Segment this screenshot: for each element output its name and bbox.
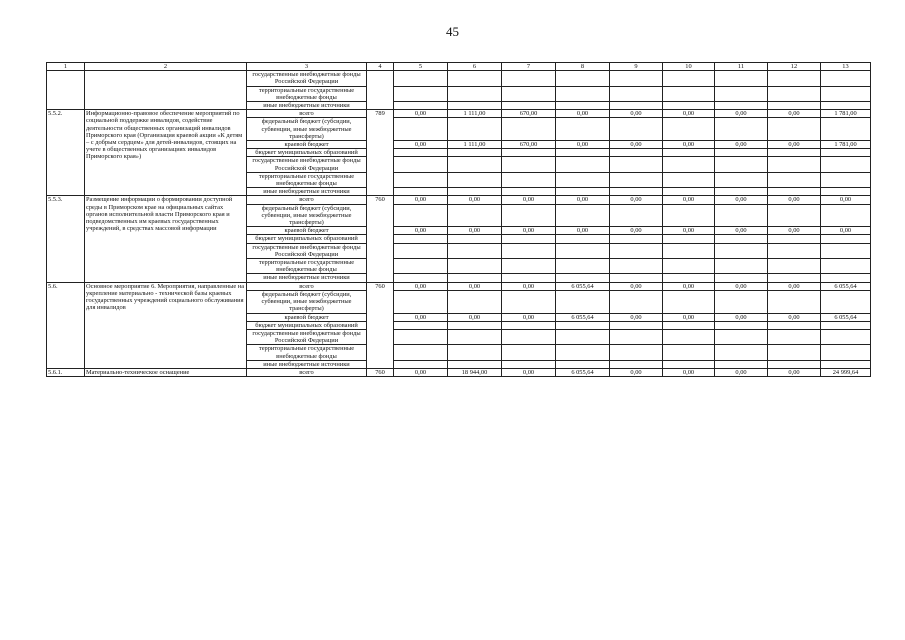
value-cell bbox=[448, 345, 502, 360]
funding-source-cell: бюджет муниципальных образований bbox=[247, 149, 367, 157]
value-cell bbox=[556, 360, 610, 368]
value-cell: 0,00 bbox=[768, 227, 821, 235]
value-cell bbox=[448, 71, 502, 86]
value-cell: 0,00 bbox=[502, 282, 556, 290]
value-cell bbox=[715, 149, 768, 157]
value-cell: 0,00 bbox=[663, 368, 715, 376]
value-cell bbox=[715, 188, 768, 196]
value-cell: 18 944,00 bbox=[448, 368, 502, 376]
value-cell: 0,00 bbox=[768, 282, 821, 290]
value-cell bbox=[448, 188, 502, 196]
value-cell bbox=[663, 71, 715, 86]
value-cell bbox=[394, 157, 448, 172]
value-cell: 0,00 bbox=[715, 368, 768, 376]
value-cell bbox=[502, 329, 556, 344]
value-cell bbox=[556, 235, 610, 243]
value-cell bbox=[715, 157, 768, 172]
value-cell bbox=[768, 321, 821, 329]
value-cell bbox=[502, 290, 556, 313]
value-cell: 1 781,00 bbox=[821, 110, 871, 118]
value-cell bbox=[448, 149, 502, 157]
value-cell bbox=[821, 345, 871, 360]
value-cell bbox=[610, 321, 663, 329]
item-id-cell: 5.6. bbox=[47, 282, 85, 368]
value-cell bbox=[768, 157, 821, 172]
value-cell bbox=[394, 172, 448, 187]
value-cell bbox=[715, 71, 768, 86]
value-cell bbox=[556, 118, 610, 141]
value-cell bbox=[715, 345, 768, 360]
value-cell: 0,00 bbox=[610, 141, 663, 149]
funding-source-cell: краевой бюджет bbox=[247, 141, 367, 149]
value-cell bbox=[768, 71, 821, 86]
col-header: 6 bbox=[448, 63, 502, 71]
item-id-cell bbox=[47, 71, 85, 110]
value-cell bbox=[394, 243, 448, 258]
value-cell bbox=[768, 118, 821, 141]
value-cell bbox=[394, 321, 448, 329]
value-cell bbox=[663, 243, 715, 258]
value-cell bbox=[556, 157, 610, 172]
value-cell bbox=[715, 172, 768, 187]
budget-table bbox=[46, 62, 871, 377]
value-cell bbox=[821, 157, 871, 172]
value-cell bbox=[663, 329, 715, 344]
value-cell: 0,00 bbox=[715, 313, 768, 321]
value-cell bbox=[821, 118, 871, 141]
value-cell bbox=[448, 102, 502, 110]
value-cell: 0,00 bbox=[663, 227, 715, 235]
value-cell bbox=[502, 204, 556, 227]
value-cell bbox=[768, 259, 821, 274]
value-cell: 0,00 bbox=[502, 368, 556, 376]
value-cell bbox=[768, 243, 821, 258]
value-cell bbox=[502, 102, 556, 110]
value-cell bbox=[821, 102, 871, 110]
value-cell bbox=[610, 204, 663, 227]
value-cell bbox=[394, 235, 448, 243]
value-cell bbox=[502, 188, 556, 196]
value-cell bbox=[610, 71, 663, 86]
funding-source-cell: территориальные государственные внебюджетные фонды bbox=[247, 259, 367, 274]
value-cell bbox=[502, 86, 556, 101]
value-cell bbox=[610, 329, 663, 344]
value-cell bbox=[448, 321, 502, 329]
value-cell bbox=[663, 102, 715, 110]
value-cell: 0,00 bbox=[663, 282, 715, 290]
value-cell: 0,00 bbox=[610, 227, 663, 235]
value-cell: 670,00 bbox=[502, 110, 556, 118]
value-cell bbox=[394, 86, 448, 101]
code-cell: 760 bbox=[367, 282, 394, 368]
funding-source-cell: федеральный бюджет (субсидии, субвенции, иные межбюджетные трансферты) bbox=[247, 204, 367, 227]
funding-source-cell: краевой бюджет bbox=[247, 313, 367, 321]
value-cell: 6 055,64 bbox=[556, 368, 610, 376]
value-cell: 6 055,64 bbox=[556, 313, 610, 321]
funding-source-cell: территориальные государственные внебюджетные фонды bbox=[247, 86, 367, 101]
value-cell bbox=[394, 345, 448, 360]
value-cell: 0,00 bbox=[394, 227, 448, 235]
value-cell bbox=[448, 86, 502, 101]
value-cell: 0,00 bbox=[394, 110, 448, 118]
value-cell bbox=[715, 329, 768, 344]
value-cell bbox=[715, 243, 768, 258]
value-cell: 6 055,64 bbox=[821, 282, 871, 290]
value-cell bbox=[502, 360, 556, 368]
column-number-row bbox=[47, 63, 871, 71]
funding-source-cell: всего bbox=[247, 282, 367, 290]
value-cell bbox=[663, 290, 715, 313]
value-cell bbox=[610, 102, 663, 110]
value-cell bbox=[715, 274, 768, 282]
value-cell bbox=[768, 172, 821, 187]
value-cell bbox=[715, 204, 768, 227]
value-cell: 0,00 bbox=[663, 110, 715, 118]
funding-source-cell: государственные внебюджетные фонды Российской Федерации bbox=[247, 71, 367, 86]
item-name-cell: Материально-техническое оснащение bbox=[85, 368, 247, 376]
value-cell bbox=[663, 86, 715, 101]
value-cell: 0,00 bbox=[610, 282, 663, 290]
value-cell bbox=[610, 188, 663, 196]
value-cell bbox=[502, 149, 556, 157]
col-header: 5 bbox=[394, 63, 448, 71]
value-cell bbox=[610, 172, 663, 187]
value-cell: 1 111,00 bbox=[448, 141, 502, 149]
value-cell bbox=[715, 321, 768, 329]
value-cell: 0,00 bbox=[610, 110, 663, 118]
value-cell bbox=[768, 188, 821, 196]
value-cell bbox=[663, 345, 715, 360]
table-row bbox=[47, 71, 871, 86]
col-header: 12 bbox=[768, 63, 821, 71]
value-cell bbox=[556, 321, 610, 329]
table-body bbox=[47, 71, 871, 377]
value-cell bbox=[394, 71, 448, 86]
value-cell: 0,00 bbox=[715, 227, 768, 235]
value-cell: 0,00 bbox=[448, 282, 502, 290]
value-cell bbox=[394, 102, 448, 110]
funding-source-cell: иные внебюджетные источники bbox=[247, 360, 367, 368]
value-cell bbox=[768, 149, 821, 157]
funding-source-cell: государственные внебюджетные фонды Российской Федерации bbox=[247, 157, 367, 172]
value-cell bbox=[502, 321, 556, 329]
value-cell bbox=[821, 204, 871, 227]
value-cell bbox=[610, 118, 663, 141]
value-cell bbox=[821, 235, 871, 243]
value-cell bbox=[663, 149, 715, 157]
value-cell bbox=[715, 102, 768, 110]
funding-source-cell: всего bbox=[247, 368, 367, 376]
table-row bbox=[47, 368, 871, 376]
value-cell: 1 111,00 bbox=[448, 110, 502, 118]
funding-source-cell: иные внебюджетные источники bbox=[247, 102, 367, 110]
value-cell: 0,00 bbox=[556, 110, 610, 118]
value-cell bbox=[821, 86, 871, 101]
value-cell bbox=[610, 149, 663, 157]
value-cell: 6 055,64 bbox=[556, 282, 610, 290]
col-header: 1 bbox=[47, 63, 85, 71]
funding-source-cell: бюджет муниципальных образований bbox=[247, 321, 367, 329]
value-cell: 24 999,64 bbox=[821, 368, 871, 376]
funding-source-cell: бюджет муниципальных образований bbox=[247, 235, 367, 243]
value-cell bbox=[556, 243, 610, 258]
funding-source-cell: государственные внебюджетные фонды Российской Федерации bbox=[247, 243, 367, 258]
value-cell bbox=[556, 274, 610, 282]
value-cell: 670,00 bbox=[502, 141, 556, 149]
value-cell bbox=[394, 118, 448, 141]
col-header: 11 bbox=[715, 63, 768, 71]
value-cell: 0,00 bbox=[663, 141, 715, 149]
value-cell bbox=[556, 172, 610, 187]
value-cell: 0,00 bbox=[821, 227, 871, 235]
col-header: 9 bbox=[610, 63, 663, 71]
value-cell bbox=[556, 71, 610, 86]
value-cell: 0,00 bbox=[715, 141, 768, 149]
value-cell bbox=[663, 172, 715, 187]
value-cell bbox=[768, 204, 821, 227]
value-cell: 0,00 bbox=[448, 196, 502, 204]
value-cell bbox=[556, 86, 610, 101]
value-cell: 0,00 bbox=[556, 227, 610, 235]
value-cell: 0,00 bbox=[610, 368, 663, 376]
value-cell bbox=[448, 259, 502, 274]
value-cell bbox=[768, 360, 821, 368]
value-cell: 0,00 bbox=[394, 282, 448, 290]
col-header: 3 bbox=[247, 63, 367, 71]
code-cell: 760 bbox=[367, 368, 394, 376]
value-cell bbox=[502, 274, 556, 282]
value-cell bbox=[502, 259, 556, 274]
value-cell: 6 055,64 bbox=[821, 313, 871, 321]
value-cell bbox=[663, 157, 715, 172]
funding-source-cell: территориальные государственные внебюджетные фонды bbox=[247, 172, 367, 187]
value-cell bbox=[556, 329, 610, 344]
value-cell bbox=[821, 149, 871, 157]
item-id-cell: 5.5.3. bbox=[47, 196, 85, 282]
value-cell bbox=[610, 274, 663, 282]
value-cell bbox=[610, 290, 663, 313]
value-cell bbox=[448, 172, 502, 187]
value-cell bbox=[610, 345, 663, 360]
value-cell: 0,00 bbox=[715, 196, 768, 204]
value-cell bbox=[502, 118, 556, 141]
value-cell: 0,00 bbox=[394, 313, 448, 321]
value-cell bbox=[610, 243, 663, 258]
code-cell bbox=[367, 71, 394, 110]
value-cell: 0,00 bbox=[502, 227, 556, 235]
value-cell bbox=[821, 274, 871, 282]
value-cell: 0,00 bbox=[610, 196, 663, 204]
item-name-cell: Информационно-правовое обеспечение мероприятий по социальной поддержке инвалидов, содействие деятельности общественных организаций инвалидов Приморского края (Организация краевой акции «К детям – с добрым сердцем» для детей-инвалидов, стоящих на учете в общественных организациях инвалидов Приморского края») bbox=[85, 110, 247, 196]
value-cell bbox=[663, 259, 715, 274]
col-header: 13 bbox=[821, 63, 871, 71]
col-header: 4 bbox=[367, 63, 394, 71]
value-cell: 0,00 bbox=[394, 141, 448, 149]
value-cell: 0,00 bbox=[768, 141, 821, 149]
value-cell bbox=[502, 157, 556, 172]
item-name-cell: Основное мероприятие 6. Мероприятия, направленные на укрепление материально - технической базы краевых государственных учреждений социального обслуживания для инвалидов bbox=[85, 282, 247, 368]
value-cell bbox=[821, 172, 871, 187]
funding-source-cell: государственные внебюджетные фонды Российской Федерации bbox=[247, 329, 367, 344]
value-cell bbox=[394, 360, 448, 368]
value-cell bbox=[821, 188, 871, 196]
value-cell bbox=[448, 243, 502, 258]
value-cell bbox=[768, 290, 821, 313]
value-cell bbox=[394, 290, 448, 313]
funding-source-cell: иные внебюджетные источники bbox=[247, 188, 367, 196]
funding-source-cell: иные внебюджетные источники bbox=[247, 274, 367, 282]
value-cell bbox=[663, 274, 715, 282]
value-cell bbox=[394, 188, 448, 196]
value-cell bbox=[610, 157, 663, 172]
col-header: 7 bbox=[502, 63, 556, 71]
value-cell bbox=[394, 259, 448, 274]
value-cell: 0,00 bbox=[768, 368, 821, 376]
value-cell bbox=[821, 329, 871, 344]
value-cell bbox=[448, 157, 502, 172]
funding-source-cell: всего bbox=[247, 110, 367, 118]
value-cell: 0,00 bbox=[768, 313, 821, 321]
col-header: 2 bbox=[85, 63, 247, 71]
value-cell bbox=[448, 235, 502, 243]
funding-source-cell: федеральный бюджет (субсидии, субвенции, иные межбюджетные трансферты) bbox=[247, 118, 367, 141]
value-cell bbox=[448, 118, 502, 141]
value-cell bbox=[502, 345, 556, 360]
value-cell: 0,00 bbox=[394, 368, 448, 376]
value-cell: 0,00 bbox=[556, 141, 610, 149]
item-id-cell: 5.6.1. bbox=[47, 368, 85, 376]
value-cell bbox=[394, 274, 448, 282]
value-cell bbox=[768, 345, 821, 360]
value-cell: 0,00 bbox=[448, 227, 502, 235]
value-cell bbox=[610, 259, 663, 274]
value-cell: 0,00 bbox=[768, 110, 821, 118]
value-cell bbox=[502, 172, 556, 187]
value-cell bbox=[448, 204, 502, 227]
value-cell bbox=[556, 149, 610, 157]
value-cell: 0,00 bbox=[663, 313, 715, 321]
table-row bbox=[47, 110, 871, 118]
value-cell bbox=[715, 290, 768, 313]
value-cell bbox=[715, 360, 768, 368]
value-cell bbox=[821, 71, 871, 86]
funding-source-cell: территориальные государственные внебюджетные фонды bbox=[247, 345, 367, 360]
funding-source-cell: краевой бюджет bbox=[247, 227, 367, 235]
value-cell bbox=[663, 188, 715, 196]
col-header: 8 bbox=[556, 63, 610, 71]
value-cell bbox=[502, 71, 556, 86]
value-cell bbox=[556, 259, 610, 274]
funding-source-cell: всего bbox=[247, 196, 367, 204]
value-cell bbox=[715, 235, 768, 243]
table-row bbox=[47, 282, 871, 290]
page-number: 45 bbox=[446, 24, 459, 39]
value-cell bbox=[821, 243, 871, 258]
value-cell bbox=[502, 243, 556, 258]
value-cell bbox=[715, 259, 768, 274]
value-cell bbox=[663, 204, 715, 227]
value-cell bbox=[768, 235, 821, 243]
value-cell bbox=[768, 274, 821, 282]
value-cell bbox=[556, 204, 610, 227]
value-cell bbox=[821, 321, 871, 329]
value-cell bbox=[610, 235, 663, 243]
value-cell bbox=[768, 102, 821, 110]
value-cell bbox=[610, 360, 663, 368]
value-cell bbox=[768, 329, 821, 344]
value-cell bbox=[663, 360, 715, 368]
value-cell bbox=[715, 118, 768, 141]
value-cell bbox=[502, 235, 556, 243]
value-cell bbox=[448, 274, 502, 282]
value-cell bbox=[448, 360, 502, 368]
value-cell bbox=[556, 345, 610, 360]
value-cell: 0,00 bbox=[556, 196, 610, 204]
value-cell bbox=[821, 290, 871, 313]
value-cell bbox=[821, 360, 871, 368]
value-cell bbox=[556, 188, 610, 196]
value-cell: 0,00 bbox=[715, 282, 768, 290]
value-cell bbox=[556, 102, 610, 110]
value-cell bbox=[610, 86, 663, 101]
value-cell bbox=[448, 290, 502, 313]
value-cell bbox=[448, 329, 502, 344]
value-cell: 0,00 bbox=[448, 313, 502, 321]
value-cell: 0,00 bbox=[663, 196, 715, 204]
value-cell bbox=[715, 86, 768, 101]
value-cell: 0,00 bbox=[768, 196, 821, 204]
value-cell: 0,00 bbox=[821, 196, 871, 204]
value-cell bbox=[556, 290, 610, 313]
code-cell: 760 bbox=[367, 196, 394, 282]
funding-source-cell: федеральный бюджет (субсидии, субвенции, иные межбюджетные трансферты) bbox=[247, 290, 367, 313]
value-cell bbox=[663, 118, 715, 141]
value-cell bbox=[394, 149, 448, 157]
value-cell bbox=[663, 235, 715, 243]
value-cell bbox=[394, 329, 448, 344]
item-id-cell: 5.5.2. bbox=[47, 110, 85, 196]
value-cell bbox=[394, 204, 448, 227]
item-name-cell bbox=[85, 71, 247, 110]
value-cell bbox=[768, 86, 821, 101]
value-cell: 0,00 bbox=[502, 313, 556, 321]
value-cell: 0,00 bbox=[610, 313, 663, 321]
value-cell: 0,00 bbox=[394, 196, 448, 204]
code-cell: 789 bbox=[367, 110, 394, 196]
value-cell bbox=[663, 321, 715, 329]
value-cell: 0,00 bbox=[715, 110, 768, 118]
table-row bbox=[47, 196, 871, 204]
value-cell bbox=[821, 259, 871, 274]
value-cell: 0,00 bbox=[502, 196, 556, 204]
col-header: 10 bbox=[663, 63, 715, 71]
item-name-cell: Размещение информации о формировании доступной среды в Приморском крае на официальных сайтах органов исполнительной власти Приморского края и подведомственных им краевых государственных учреждений, в средствах массовой информации bbox=[85, 196, 247, 282]
value-cell: 1 781,00 bbox=[821, 141, 871, 149]
